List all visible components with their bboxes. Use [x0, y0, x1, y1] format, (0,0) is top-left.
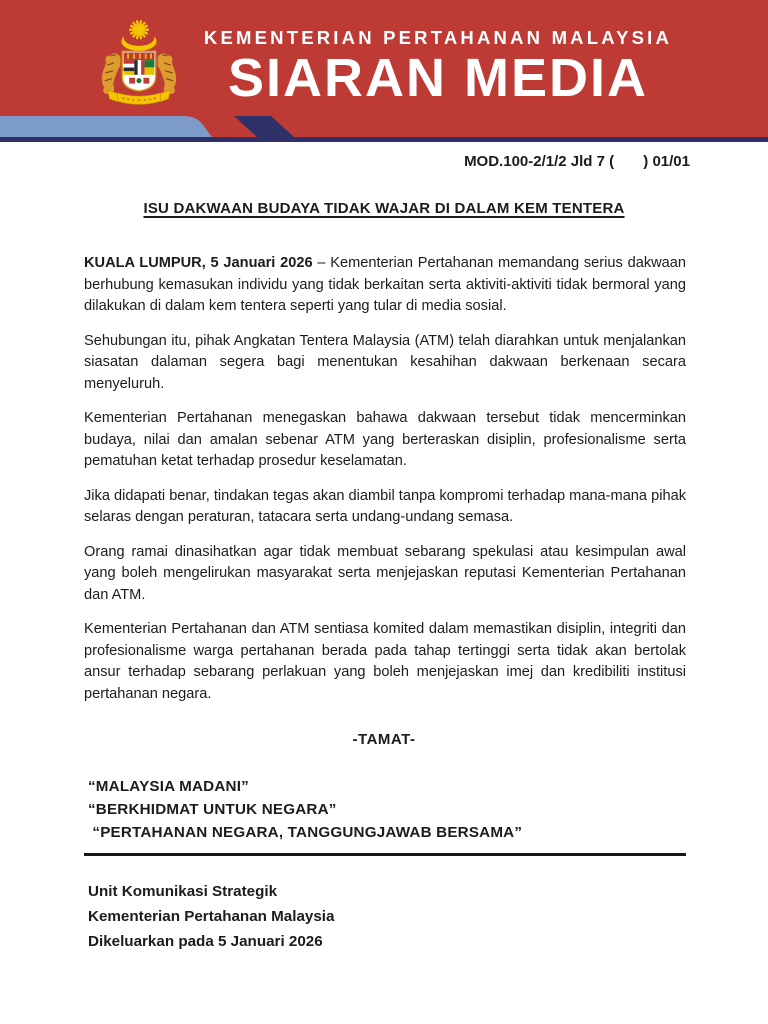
coat-of-arms-icon — [90, 16, 188, 114]
paragraph-text: Kementerian Pertahanan menegaskan bahawa dakwaan tersebut tidak mencerminkan budaya, nilai dan amalan sebenar ATM yang berteraskan disiplin, profesionalisme serta pematuhan ketat terhadap prosedur keselamatan. — [84, 410, 686, 469]
dateline: KUALA LUMPUR, 5 Januari 2026 — [84, 255, 313, 271]
paragraph-text: Orang ramai dinasihatkan agar tidak membuat sebarang spekulasi atau kesimpulan awal yang boleh mengelirukan masyarakat serta menjejaskan reputasi Kementerian Pertahanan dan ATM. — [84, 543, 686, 603]
press-release-body — [0, 253, 768, 705]
body-paragraph-6 — [84, 619, 686, 705]
issuer-block — [0, 879, 768, 954]
body-paragraph-3 — [84, 408, 686, 473]
press-release-title: ISU DAKWAAN BUDAYA TIDAK WAJAR DI DALAM KEM TENTERA — [143, 200, 625, 217]
paragraph-text: – Kementerian Pertahanan memandang serius dakwaan berhubung kemasukan individu yang tidak berkaitan serta aktiviti-aktiviti tidak bermoral yang dilakukan di dalam kem tentera seperti yang tular di media sosial. — [84, 255, 687, 314]
slogan-line-1: “MALAYSIA MADANI” — [88, 778, 249, 795]
body-paragraph-2 — [84, 331, 686, 396]
banner-title: SIARAN MEDIA — [227, 48, 648, 108]
signature-divider — [84, 853, 686, 856]
header-divider — [0, 137, 768, 142]
header-stripe-decoration — [0, 116, 768, 137]
ministry-name: KEMENTERIAN PERTAHANAN MALAYSIA — [203, 27, 673, 48]
slogan-block — [0, 775, 768, 844]
paragraph-text: Sehubungan itu, pihak Angkatan Tentera Malaysia (ATM) telah diarahkan untuk menjalankan siasatan dalaman segera bagi menentukan kesahihan dakwaan berkenaan secara menyeluruh. — [84, 332, 686, 392]
issuer-release-date: Dikeluarkan pada 5 Januari 2026 — [88, 933, 323, 950]
slogan-line-2: “BERKHIDMAT UNTUK NEGARA” — [88, 801, 337, 818]
issuer-ministry: Kementerian Pertahanan Malaysia — [88, 908, 335, 925]
header-banner — [0, 0, 768, 142]
body-paragraph-4 — [84, 486, 686, 529]
paragraph-text: Kementerian Pertahanan dan ATM sentiasa komited dalam memastikan disiplin, integriti dan profesionalisme warga pertahanan berada pada tahap tertinggi serta tidak akan bertolak ansur terhadap sebarang perlakuan yang boleh menjejaskan imej dan kredibiliti institusi pertahanan negara. — [84, 621, 686, 702]
issuer-unit: Unit Komunikasi Strategik — [88, 883, 278, 900]
header-text-block — [190, 0, 686, 116]
body-paragraph-5 — [84, 542, 686, 607]
end-marker: -TAMAT- — [352, 731, 416, 748]
paragraph-text: Jika didapati benar, tindakan tegas akan diambil tanpa kompromi terhadap mana-mana pihak selaras dengan peraturan, tatacara serta undang-undang semasa. — [84, 487, 686, 525]
reference-number: MOD.100-2/1/2 Jld 7 ( ) 01/01 — [464, 153, 690, 170]
slogan-line-3: “PERTAHANAN NEGARA, TANGGUNGJAWAB BERSAMA” — [88, 824, 523, 841]
body-paragraph-1 — [84, 253, 686, 318]
